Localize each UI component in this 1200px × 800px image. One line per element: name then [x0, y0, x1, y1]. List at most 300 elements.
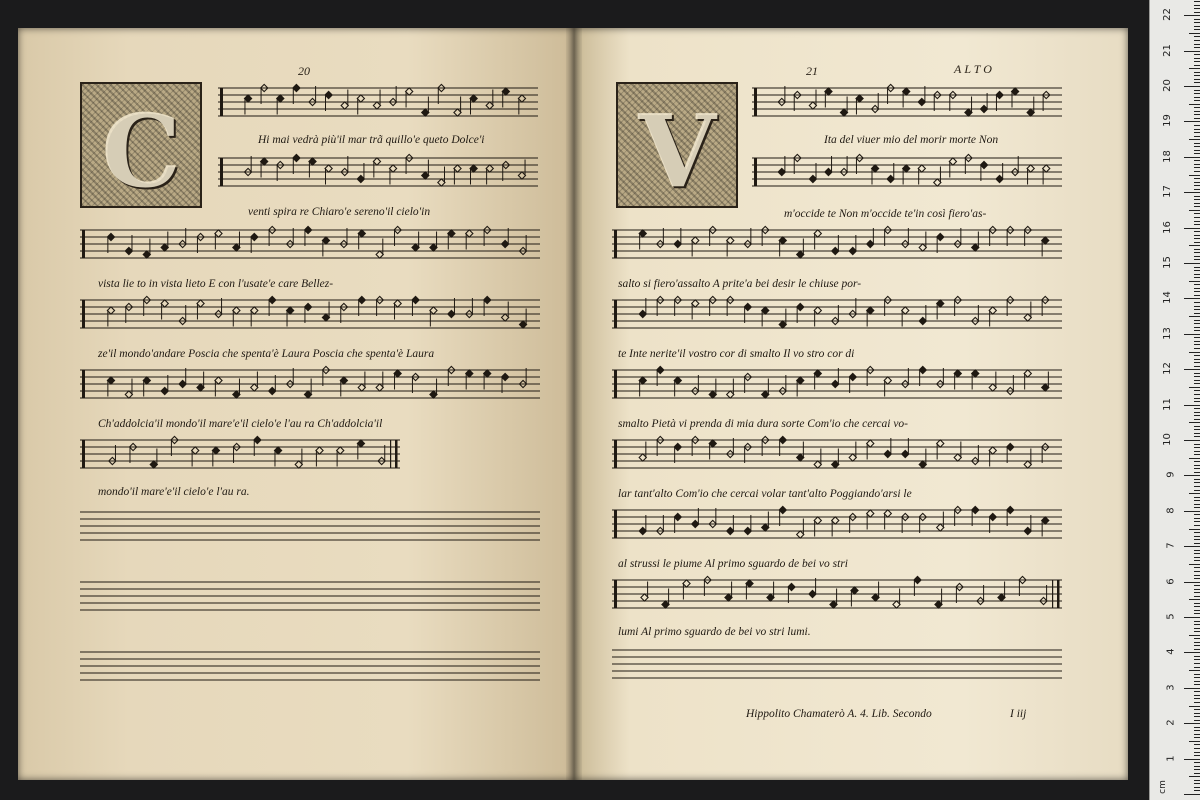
- note-head: [430, 244, 437, 251]
- note-head: [179, 380, 186, 387]
- note-head: [949, 158, 956, 165]
- note-head: [856, 95, 863, 102]
- left-staff-2: [218, 152, 538, 192]
- ruler-number: 19: [1162, 114, 1174, 128]
- ruler-tick: [1194, 720, 1200, 721]
- note-head: [325, 165, 332, 172]
- ruler-tick: [1194, 146, 1200, 147]
- decorated-initial-v: [616, 82, 738, 208]
- note-head: [1042, 384, 1049, 391]
- ruler-tick: [1194, 681, 1200, 682]
- note-head: [779, 436, 786, 443]
- ruler-tick: [1184, 511, 1200, 512]
- ruler-tick: [1194, 348, 1200, 349]
- initial-letter: V: [638, 92, 716, 210]
- ruler-tick: [1189, 670, 1200, 671]
- ruler-tick: [1194, 366, 1200, 367]
- ruler-tick: [1194, 642, 1200, 643]
- note-head: [989, 307, 996, 314]
- ruler-number: 1: [1165, 754, 1177, 762]
- note-head: [662, 601, 669, 608]
- ruler-tick: [1194, 730, 1200, 731]
- ruler-tick: [1194, 787, 1200, 788]
- clef-mark: [82, 230, 85, 258]
- note-head: [989, 384, 996, 391]
- ruler-tick: [1184, 369, 1200, 370]
- note-head: [996, 175, 1003, 182]
- ruler-tick: [1194, 514, 1200, 515]
- ruler-tick: [1194, 72, 1200, 73]
- ruler-tick: [1189, 387, 1200, 388]
- note-head: [998, 594, 1005, 601]
- ruler-tick: [1189, 635, 1200, 636]
- left-lyric-5: Ch'addolcia'il mondo'il mare'e'il cielo'e l'au ra Ch'addolcia'il: [98, 418, 383, 430]
- ruler-tick: [1194, 26, 1200, 27]
- ruler-number: 3: [1165, 684, 1177, 691]
- decorated-initial-c: [80, 82, 202, 208]
- note-head: [788, 583, 795, 590]
- ruler-tick: [1194, 252, 1200, 253]
- ruler-tick: [1194, 288, 1200, 289]
- ruler-tick: [1194, 136, 1200, 137]
- note-head: [797, 531, 804, 538]
- left-staff-6: [80, 434, 400, 474]
- ruler-tick: [1194, 337, 1200, 338]
- note-head: [639, 377, 646, 384]
- right-staff-6: [612, 434, 1062, 474]
- right-staff-8: [612, 574, 1062, 614]
- note-head: [1007, 506, 1014, 513]
- ruler-tick: [1194, 716, 1200, 717]
- ruler-tick: [1194, 486, 1200, 487]
- ruler-tick: [1194, 330, 1200, 331]
- ruler-tick: [1194, 536, 1200, 537]
- ruler-tick: [1194, 567, 1200, 568]
- note-head: [918, 165, 925, 172]
- ruler-number: 10: [1162, 433, 1174, 446]
- ruler-tick: [1194, 267, 1200, 268]
- note-head: [809, 102, 816, 109]
- right-lyric-7: al strussi le piume Al primo sguardo de bei vo stri: [618, 558, 848, 570]
- note-head: [825, 88, 832, 95]
- ruler-tick: [1194, 543, 1200, 544]
- clef-mark: [614, 580, 617, 608]
- note-head: [357, 95, 364, 102]
- ruler-number: 15: [1162, 256, 1174, 269]
- clef-mark: [754, 88, 757, 116]
- ruler-tick: [1194, 132, 1200, 133]
- ruler-tick: [1184, 440, 1200, 441]
- ruler-tick: [1194, 444, 1200, 445]
- note-head: [639, 310, 646, 317]
- left-empty-staff-3: [80, 646, 540, 686]
- ruler-tick: [1194, 291, 1200, 292]
- ruler-tick: [1194, 274, 1200, 275]
- ruler-tick: [1194, 645, 1200, 646]
- ruler-tick: [1194, 373, 1200, 374]
- note-head: [814, 370, 821, 377]
- ruler-tick: [1194, 539, 1200, 540]
- ruler-tick: [1194, 571, 1200, 572]
- note-head: [779, 321, 786, 328]
- ruler-number: 6: [1165, 577, 1177, 585]
- left-staff-5: [80, 364, 540, 404]
- note-head: [996, 91, 1003, 98]
- note-head: [903, 88, 910, 95]
- ruler-tick: [1194, 624, 1200, 625]
- note-head: [980, 161, 987, 168]
- ruler-tick: [1194, 323, 1200, 324]
- ruler-tick: [1194, 628, 1200, 629]
- note-head: [484, 370, 491, 377]
- ruler-tick: [1194, 454, 1200, 455]
- note-head: [746, 580, 753, 587]
- note-head: [832, 380, 839, 387]
- note-head: [767, 594, 774, 601]
- note-head: [357, 440, 364, 447]
- ruler-tick: [1194, 659, 1200, 660]
- ruler-tick: [1194, 638, 1200, 639]
- note-head: [832, 247, 839, 254]
- right-page: [574, 28, 1128, 780]
- note-head: [309, 158, 316, 165]
- note-head: [341, 102, 348, 109]
- note-head: [1024, 370, 1031, 377]
- note-head: [454, 109, 461, 116]
- ruler-tick: [1194, 419, 1200, 420]
- note-head: [840, 109, 847, 116]
- note-head: [867, 307, 874, 314]
- ruler-tick: [1194, 58, 1200, 59]
- ruler-tick: [1194, 79, 1200, 80]
- ruler-tick: [1194, 160, 1200, 161]
- right-staff-5: [612, 364, 1062, 404]
- ruler-tick: [1194, 649, 1200, 650]
- right-lyric-1: Ita del viuer mio del morir morte Non: [824, 134, 999, 146]
- ruler-tick: [1194, 249, 1200, 250]
- note-head: [486, 102, 493, 109]
- left-empty-staff-2: [80, 576, 540, 616]
- left-staff-3: [80, 224, 540, 264]
- ruler-tick: [1189, 175, 1200, 176]
- note-head: [797, 454, 804, 461]
- ruler-tick: [1194, 242, 1200, 243]
- ruler-tick: [1189, 245, 1200, 246]
- note-head: [316, 447, 323, 454]
- ruler-tick: [1194, 773, 1200, 774]
- ruler-number: 21: [1162, 43, 1174, 57]
- note-head: [192, 447, 199, 454]
- ruler-tick: [1194, 656, 1200, 657]
- clef-mark: [614, 300, 617, 328]
- ruler-number: 8: [1165, 507, 1177, 514]
- ruler-tick: [1194, 592, 1200, 593]
- ruler-tick: [1194, 167, 1200, 168]
- ruler-tick: [1194, 507, 1200, 508]
- ruler-tick: [1194, 709, 1200, 710]
- note-head: [867, 510, 874, 517]
- ruler-tick: [1194, 61, 1200, 62]
- note-head: [954, 454, 961, 461]
- note-head: [1042, 517, 1049, 524]
- ruler-tick: [1194, 596, 1200, 597]
- ruler-tick: [1194, 235, 1200, 236]
- clef-mark: [82, 300, 85, 328]
- ruler-tick: [1194, 380, 1200, 381]
- ruler-tick: [1194, 206, 1200, 207]
- left-staff-1: [218, 82, 538, 122]
- note-head: [304, 391, 311, 398]
- note-head: [484, 296, 491, 303]
- note-head: [727, 237, 734, 244]
- note-head: [197, 300, 204, 307]
- ruler-tick: [1194, 790, 1200, 791]
- note-head: [448, 230, 455, 237]
- right-lyric-2: m'occide te Non m'occide te'in così fiero'as-: [784, 208, 987, 220]
- ruler-tick: [1194, 415, 1200, 416]
- ruler-tick: [1194, 199, 1200, 200]
- ruler-tick: [1194, 143, 1200, 144]
- ruler-tick: [1184, 51, 1200, 52]
- ruler-number: 22: [1162, 8, 1174, 22]
- ruler-tick: [1194, 447, 1200, 448]
- note-head: [261, 158, 268, 165]
- note-head: [233, 391, 240, 398]
- note-head: [797, 251, 804, 258]
- note-head: [376, 384, 383, 391]
- note-head: [972, 370, 979, 377]
- ruler-tick: [1194, 560, 1200, 561]
- note-head: [212, 447, 219, 454]
- right-lyric-6: lar tant'alto Com'io che cercai volar tant'alto Poggiando'arsi le: [618, 488, 912, 500]
- ruler-tick: [1189, 33, 1200, 34]
- clef-mark: [614, 440, 617, 468]
- ruler-tick: [1194, 734, 1200, 735]
- note-head: [937, 524, 944, 531]
- note-head: [884, 510, 891, 517]
- ruler-tick: [1194, 737, 1200, 738]
- ruler-tick: [1194, 153, 1200, 154]
- ruler-tick: [1184, 723, 1200, 724]
- ruler-tick: [1194, 309, 1200, 310]
- ruler-tick: [1194, 500, 1200, 501]
- note-head: [727, 391, 734, 398]
- note-head: [125, 247, 132, 254]
- ruler-tick: [1189, 281, 1200, 282]
- note-head: [639, 454, 646, 461]
- ruler-tick: [1184, 582, 1200, 583]
- note-head: [954, 370, 961, 377]
- note-head: [161, 387, 168, 394]
- note-head: [779, 237, 786, 244]
- note-head: [744, 303, 751, 310]
- right-lyric-5: smalto Pietà vi prenda di mia dura sorte Com'io che cercai vo-: [618, 418, 909, 430]
- note-head: [919, 461, 926, 468]
- note-head: [725, 594, 732, 601]
- final-barline: [1052, 580, 1053, 608]
- note-head: [797, 377, 804, 384]
- note-head: [277, 95, 284, 102]
- note-head: [454, 165, 461, 172]
- ruler-tick: [1184, 617, 1200, 618]
- note-head: [919, 366, 926, 373]
- note-head: [373, 102, 380, 109]
- ruler-number: 18: [1162, 149, 1174, 163]
- ruler-tick: [1194, 217, 1200, 218]
- note-head: [518, 95, 525, 102]
- ruler-tick: [1194, 631, 1200, 632]
- ruler-tick: [1194, 557, 1200, 558]
- ruler-tick: [1189, 599, 1200, 600]
- note-head: [502, 373, 509, 380]
- ruler-tick: [1184, 759, 1200, 760]
- ruler-tick: [1194, 780, 1200, 781]
- ruler-tick: [1194, 394, 1200, 395]
- ruler-tick: [1184, 121, 1200, 122]
- ruler-tick: [1194, 663, 1200, 664]
- note-head: [502, 240, 509, 247]
- ruler-tick: [1194, 107, 1200, 108]
- ruler-tick: [1194, 196, 1200, 197]
- ruler-tick: [1194, 769, 1200, 770]
- ruler-tick: [1189, 776, 1200, 777]
- note-head: [295, 461, 302, 468]
- note-head: [502, 88, 509, 95]
- ruler-tick: [1194, 479, 1200, 480]
- ruler-tick: [1194, 698, 1200, 699]
- note-head: [674, 443, 681, 450]
- note-head: [919, 244, 926, 251]
- note-head: [233, 307, 240, 314]
- note-head: [143, 377, 150, 384]
- ruler-tick: [1194, 44, 1200, 45]
- ruler-tick: [1194, 610, 1200, 611]
- ruler-tick: [1194, 429, 1200, 430]
- note-head: [161, 300, 168, 307]
- ruler-tick: [1194, 585, 1200, 586]
- clef-mark: [220, 158, 223, 186]
- ruler-tick: [1194, 744, 1200, 745]
- ruler-tick: [1194, 224, 1200, 225]
- ruler-tick: [1194, 355, 1200, 356]
- left-staff-4: [80, 294, 540, 334]
- ruler-tick: [1194, 256, 1200, 257]
- ruler-tick: [1194, 674, 1200, 675]
- ruler-tick: [1194, 677, 1200, 678]
- ruler-number: 16: [1162, 220, 1174, 234]
- note-head: [692, 300, 699, 307]
- left-empty-staff-1: [80, 506, 540, 546]
- note-head: [325, 91, 332, 98]
- note-head: [251, 384, 258, 391]
- ruler-number: 5: [1165, 613, 1177, 620]
- ruler-tick: [1194, 19, 1200, 20]
- ruler-tick: [1194, 313, 1200, 314]
- ruler-tick: [1194, 482, 1200, 483]
- ruler-number: 9: [1165, 471, 1177, 479]
- ruler-tick: [1194, 390, 1200, 391]
- ruler-tick: [1189, 493, 1200, 494]
- clef-mark: [220, 88, 223, 116]
- note-head: [832, 517, 839, 524]
- note-head: [251, 233, 258, 240]
- right-staff-3: [612, 224, 1062, 264]
- right-folio: 21: [806, 64, 818, 78]
- ruler-tick: [1194, 295, 1200, 296]
- ruler-tick: [1184, 192, 1200, 193]
- note-head: [762, 524, 769, 531]
- note-head: [502, 314, 509, 321]
- note-head: [989, 513, 996, 520]
- note-head: [893, 601, 900, 608]
- note-head: [641, 594, 648, 601]
- note-head: [254, 436, 261, 443]
- clef-mark: [754, 158, 757, 186]
- note-head: [814, 230, 821, 237]
- note-head: [430, 391, 437, 398]
- note-head: [914, 576, 921, 583]
- ruler-tick: [1194, 702, 1200, 703]
- note-head: [762, 307, 769, 314]
- note-head: [337, 447, 344, 454]
- note-head: [143, 251, 150, 258]
- note-head: [935, 601, 942, 608]
- note-head: [150, 461, 157, 468]
- ruler-tick: [1194, 748, 1200, 749]
- note-head: [639, 527, 646, 534]
- note-head: [692, 237, 699, 244]
- note-head: [779, 506, 786, 513]
- note-head: [422, 109, 429, 116]
- ruler-tick: [1194, 185, 1200, 186]
- ruler-tick: [1194, 111, 1200, 112]
- ruler-tick: [1194, 259, 1200, 260]
- ruler-number: 2: [1165, 719, 1177, 726]
- note-head: [778, 168, 785, 175]
- ruler-tick: [1194, 189, 1200, 190]
- note-head: [972, 506, 979, 513]
- ruler-tick: [1194, 302, 1200, 303]
- ruler-tick: [1194, 327, 1200, 328]
- ruler-tick: [1194, 114, 1200, 115]
- note-head: [269, 296, 276, 303]
- ruler-tick: [1194, 284, 1200, 285]
- ruler-tick: [1189, 422, 1200, 423]
- ruler-tick: [1184, 157, 1200, 158]
- ruler-tick: [1194, 203, 1200, 204]
- note-head: [814, 307, 821, 314]
- ruler-tick: [1194, 178, 1200, 179]
- ruler-tick: [1189, 706, 1200, 707]
- note-head: [322, 314, 329, 321]
- ruler-tick: [1194, 376, 1200, 377]
- ruler-tick: [1194, 398, 1200, 399]
- note-head: [872, 165, 879, 172]
- ruler-tick: [1194, 755, 1200, 756]
- ruler-tick: [1194, 8, 1200, 9]
- open-book: [18, 28, 1128, 780]
- note-head: [674, 377, 681, 384]
- right-staff-7: [612, 504, 1062, 544]
- right-lyric-4: te Inte nerite'il vostro cor di smalto Il vo stro cor di: [618, 348, 855, 360]
- ruler-tick: [1189, 564, 1200, 565]
- ruler-tick: [1194, 578, 1200, 579]
- note-head: [304, 303, 311, 310]
- note-head: [814, 461, 821, 468]
- ruler-tick: [1194, 766, 1200, 767]
- note-head: [274, 447, 281, 454]
- ruler-tick: [1194, 490, 1200, 491]
